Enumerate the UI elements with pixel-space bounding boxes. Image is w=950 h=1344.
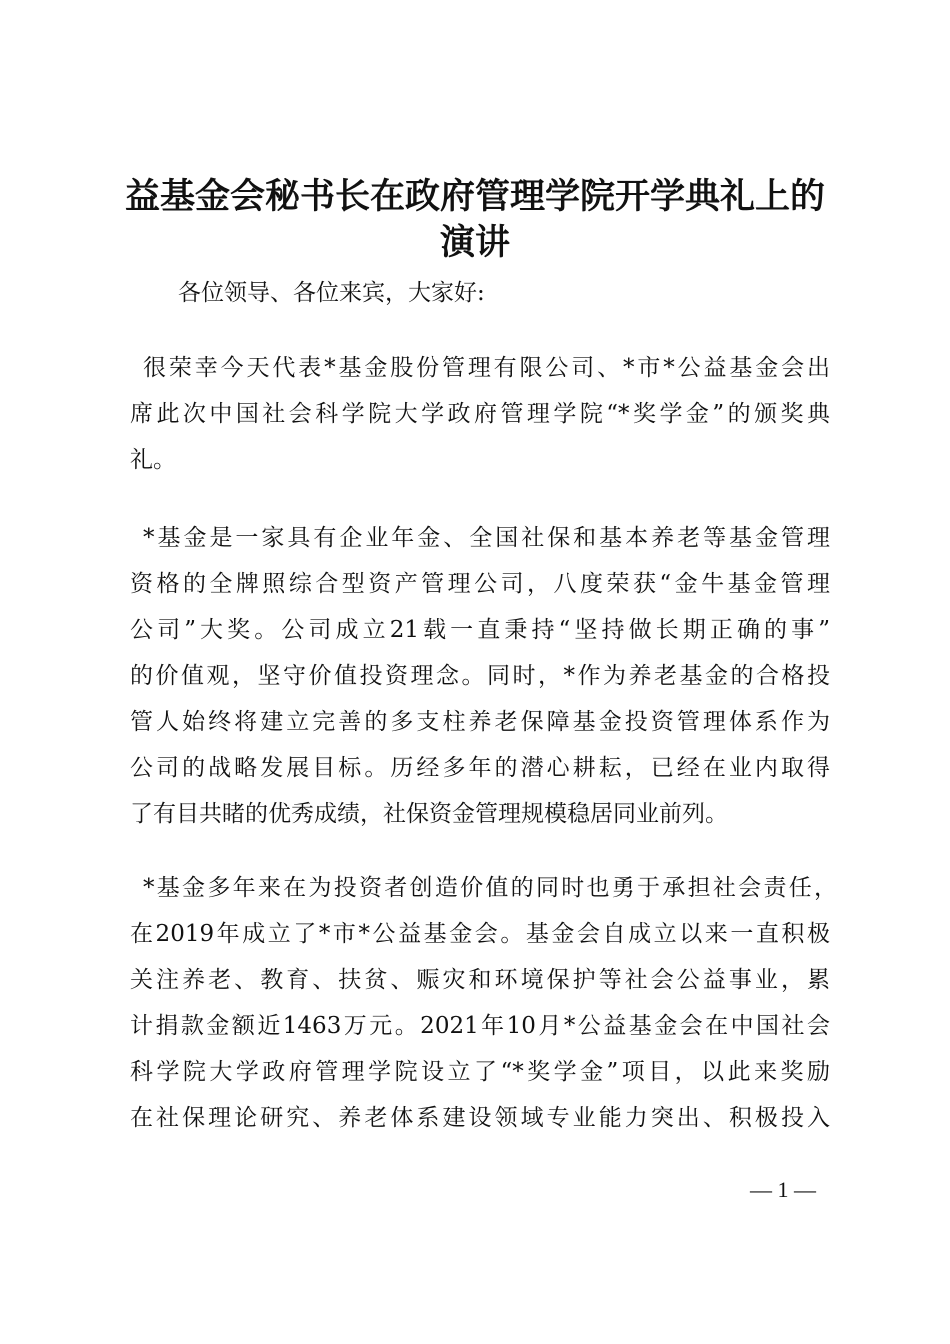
paragraph-line: 的价值观，坚守价值投资理念。同时，*作为养老基金的合格投 [130,663,830,689]
greeting: 各位领导、各位来宾，大家好: [178,280,485,306]
paragraph-line: 公司”大奖。公司成立21载一直秉持“坚持做长期正确的事” [130,617,830,643]
paragraph-line: *基金多年来在为投资者创造价值的同时也勇于承担社会责任， [143,875,837,901]
document-title-line-2: 演讲 [439,222,510,263]
paragraph-line: 很荣幸今天代表*基金股份管理有限公司、*市*公益基金会出 [143,355,830,381]
paragraph-line: 资格的全牌照综合型资产管理公司，八度荣获“金牛基金管理 [130,571,830,597]
paragraph-line: 公司的战略发展目标。历经多年的潜心耕耘，已经在业内取得 [130,755,830,781]
page-number: — 1 — [750,1177,816,1202]
paragraph-line: 了有目共睹的优秀成绩，社保资金管理规模稳居同业前列。 [130,801,728,827]
paragraph-line: 科学院大学政府管理学院设立了“*奖学金”项目，以此来奖励 [130,1059,830,1085]
paragraph-line: 席此次中国社会科学院大学政府管理学院“*奖学金”的颁奖典 [130,401,830,427]
paragraph-line: 管人始终将建立完善的多支柱养老保障基金投资管理体系作为 [130,709,830,735]
paragraph-line: 关注养老、教育、扶贫、赈灾和环境保护等社会公益事业，累 [130,967,830,993]
paragraph-line: *基金是一家具有企业年金、全国社保和基本养老等基金管理 [143,525,830,551]
paragraph-line: 在2019年成立了*市*公益基金会。基金会自成立以来一直积极 [130,921,830,947]
paragraph-line: 计捐款金额近1463万元。2021年10月*公益基金会在中国社会 [130,1013,830,1039]
document-title-line-1: 益基金会秘书长在政府管理学院开学典礼上的 [124,176,825,217]
paragraph-line: 在社保理论研究、养老体系建设领域专业能力突出、积极投入 [130,1105,830,1131]
paragraph-line: 礼。 [130,447,176,473]
